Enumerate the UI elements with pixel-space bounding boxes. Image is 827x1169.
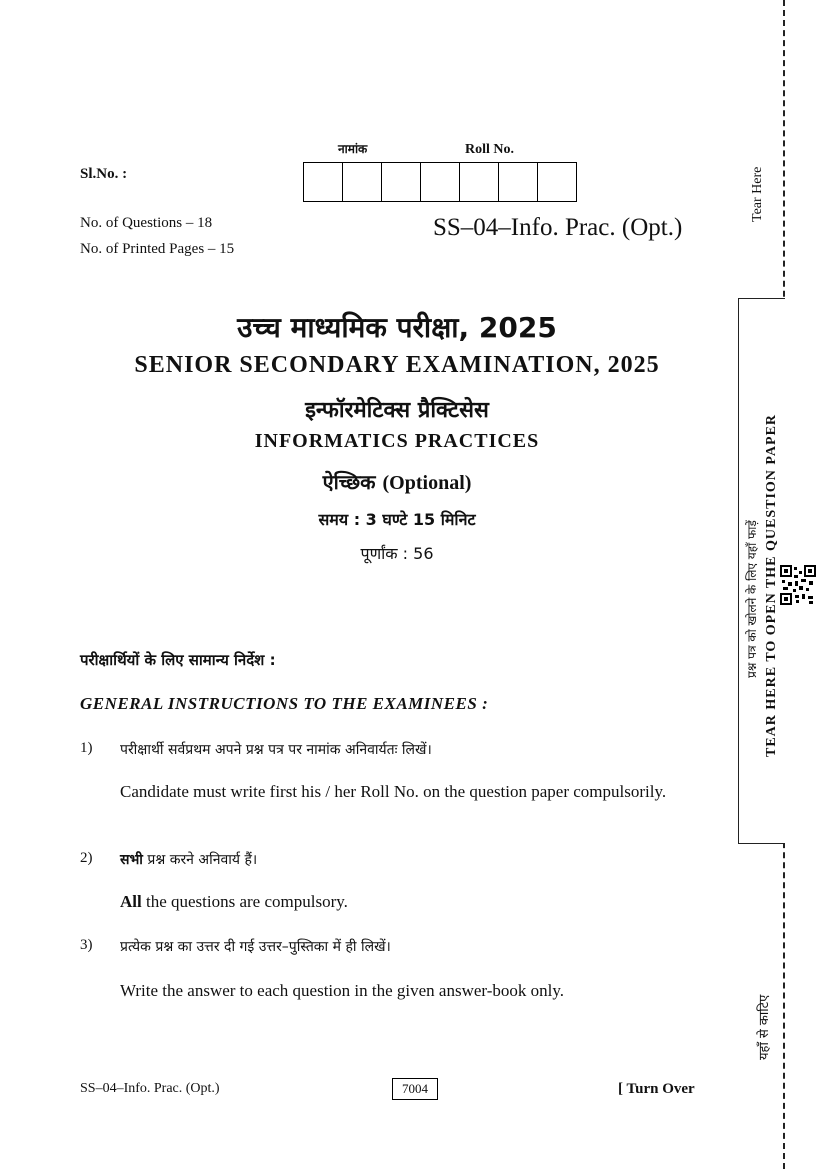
roll-label-hindi: नामांक bbox=[338, 142, 368, 156]
instruction-hindi: प्रत्येक प्रश्न का उत्तर दी गई उत्तर–पुस्तिका में ही लिखें। bbox=[120, 939, 391, 955]
instruction-hindi bbox=[120, 850, 257, 869]
instruction-english: Candidate must write first his / her Roll No. on the question paper compulsorily. bbox=[120, 782, 667, 801]
page-number-box: 7004 bbox=[392, 1078, 438, 1100]
exam-title-hindi: उच्च माध्यमिक परीक्षा, 2025 bbox=[237, 311, 557, 344]
roll-digit-box[interactable] bbox=[381, 162, 421, 202]
tear-instruction-hindi: प्रश्न पत्र को खोलने के लिए यहाँ फाड़ें bbox=[745, 520, 759, 678]
cut-here-hindi: यहाँ से काटिए bbox=[757, 994, 772, 1060]
exam-title-english: SENIOR SECONDARY EXAMINATION, 2025 bbox=[134, 352, 660, 378]
instruction-hindi-emphasis: सभी bbox=[120, 852, 143, 868]
max-marks: पूर्णांक : 56 bbox=[360, 544, 434, 563]
instruction-number: 1) bbox=[80, 740, 93, 756]
roll-label-english: Roll No. bbox=[465, 142, 514, 157]
question-count: No. of Questions – 18 bbox=[80, 215, 213, 231]
optional-label bbox=[80, 468, 714, 495]
subject-english: INFORMATICS PRACTICES bbox=[254, 430, 540, 452]
qr-code-icon bbox=[780, 565, 816, 609]
roll-digit-box[interactable] bbox=[420, 162, 460, 202]
instruction-number: 3) bbox=[80, 937, 93, 953]
tear-instruction-english: TEAR HERE TO OPEN THE QUESTION PAPER bbox=[764, 413, 779, 757]
exam-duration: समय : 3 घण्टे 15 मिनिट bbox=[318, 510, 476, 529]
serial-number-label: Sl.No. : bbox=[80, 166, 128, 182]
instruction-english bbox=[120, 890, 692, 914]
roll-digit-box[interactable] bbox=[303, 162, 343, 202]
optional-hindi: ऐच्छिक bbox=[322, 470, 376, 494]
instruction-hindi: परीक्षार्थी सर्वप्रथम अपने प्रश्न पत्र पर नामांक अनिवार्यतः लिखें। bbox=[120, 742, 432, 758]
tear-here-label: Tear Here bbox=[750, 166, 765, 222]
roll-digit-box[interactable] bbox=[537, 162, 577, 202]
paper-code: SS–04–Info. Prac. (Opt.) bbox=[433, 214, 683, 241]
roll-digit-box[interactable] bbox=[498, 162, 538, 202]
instruction-number: 2) bbox=[80, 850, 93, 866]
page-count: No. of Printed Pages – 15 bbox=[80, 241, 235, 257]
instructions-heading-english: GENERAL INSTRUCTIONS TO THE EXAMINEES : bbox=[80, 694, 489, 713]
instruction-english: Write the answer to each question in the given answer-book only. bbox=[120, 981, 564, 1000]
roll-digit-box[interactable] bbox=[459, 162, 499, 202]
footer-paper-code: SS–04–Info. Prac. (Opt.) bbox=[80, 1081, 220, 1096]
subject-hindi: इन्फॉरमेटिक्स प्रैक्टिसेस bbox=[305, 398, 489, 423]
instruction-english-rest: the questions are compulsory. bbox=[141, 892, 348, 911]
instructions-heading-hindi: परीक्षार्थियों के लिए सामान्य निर्देश : bbox=[80, 651, 276, 669]
roll-digit-box[interactable] bbox=[342, 162, 382, 202]
instruction-english-emphasis: All bbox=[120, 892, 142, 911]
turn-over-label: [ Turn Over bbox=[618, 1081, 695, 1097]
optional-english: (Optional) bbox=[382, 472, 472, 494]
instruction-hindi-rest: प्रश्न करने अनिवार्य हैं। bbox=[142, 852, 258, 868]
roll-number-boxes[interactable] bbox=[303, 162, 577, 202]
